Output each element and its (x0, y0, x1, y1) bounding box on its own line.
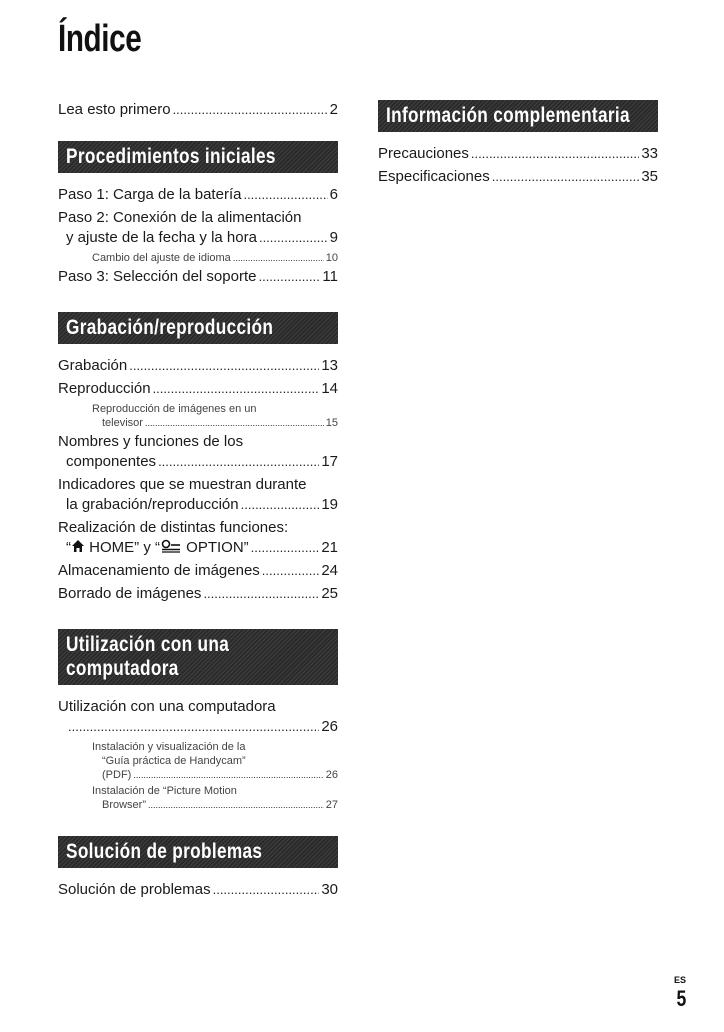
toc-subentry-picture-motion[interactable]: Browser” ..... 27 (58, 798, 338, 812)
toc-entry-nombres[interactable]: componentes ..... 17 (58, 452, 338, 472)
toc-subentry-instalacion-line1[interactable]: Instalación y visualización de la (92, 741, 246, 753)
page-number: 5 (676, 986, 686, 1011)
toc-subentry-reproduccion-tv[interactable]: televisor ..... 15 (58, 416, 338, 430)
toc-entry-indicadores-line1[interactable]: Indicadores que se muestran durante (58, 476, 307, 493)
toc-entry-especificaciones[interactable]: Especificaciones ..... 35 (378, 167, 658, 187)
section-solucion-problemas: Solución de problemas (58, 836, 338, 868)
toc-entry-utilizacion[interactable]: ..... 26 (58, 717, 338, 737)
toc-entry-paso2-line1[interactable]: Paso 2: Conexión de la alimentación (58, 209, 302, 226)
toc-entry-solucion[interactable]: Solución de problemas ..... 30 (58, 880, 338, 900)
page-title: Índice (58, 18, 142, 60)
toc-subentry-instalacion-pdf[interactable]: (PDF) ..... 26 (58, 768, 338, 782)
section-informacion-complementaria: Información complementaria (378, 100, 658, 132)
section-utilizacion-computadora: Utilización con una computadora (58, 629, 338, 685)
toc-entry-indicadores[interactable]: la grabación/reproducción ..... 19 (58, 495, 338, 515)
toc-subentry-instalacion-line2[interactable]: “Guía práctica de Handycam” (102, 755, 246, 767)
language-code: ES (673, 975, 686, 985)
toc-entry-paso3[interactable]: Paso 3: Selección del soporte ..... 11 (58, 267, 338, 287)
toc-entry-grabacion[interactable]: Grabación ..... 13 (58, 356, 338, 376)
toc-entry-almacenamiento[interactable]: Almacenamiento de imágenes ..... 24 (58, 561, 338, 581)
toc-entry-borrado[interactable]: Borrado de imágenes ..... 25 (58, 584, 338, 604)
toc-subentry-picture-motion-line1[interactable]: Instalación de “Picture Motion (92, 785, 237, 797)
toc-entry-precauciones[interactable]: Precauciones ..... 33 (378, 144, 658, 164)
toc-subentry-reproduccion-tv-line1[interactable]: Reproducción de imágenes en un (92, 403, 257, 415)
toc-entry-reproduccion[interactable]: Reproducción ..... 14 (58, 379, 338, 399)
section-procedimientos-iniciales: Procedimientos iniciales (58, 141, 338, 173)
option-icon (160, 539, 182, 553)
toc-subentry-cambio-idioma[interactable]: Cambio del ajuste de idioma ..... 10 (58, 251, 338, 265)
toc-entry-realizacion[interactable]: “ HOME” y “ OPTION” ..... 21 (58, 538, 338, 558)
toc-entry-utilizacion-line1[interactable]: Utilización con una computadora (58, 698, 276, 715)
section-grabacion-reproduccion: Grabación/reproducción (58, 312, 338, 344)
toc-entry-paso2[interactable]: y ajuste de la fecha y la hora ..... 9 (58, 228, 338, 248)
toc-entry-nombres-line1[interactable]: Nombres y funciones de los (58, 433, 244, 450)
toc-entry-read-first[interactable]: Lea esto primero ..... 2 (58, 100, 338, 120)
right-column (378, 100, 658, 190)
toc-entry-realizacion-line1[interactable]: Realización de distintas funciones: (58, 519, 289, 536)
home-icon (71, 539, 85, 553)
toc-entry-paso1[interactable]: Paso 1: Carga de la batería ..... 6 (58, 185, 338, 205)
left-column (58, 100, 338, 903)
